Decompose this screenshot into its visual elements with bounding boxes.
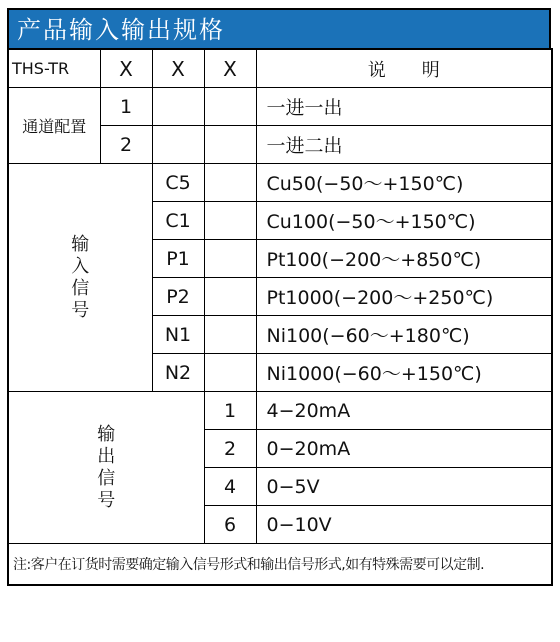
input-label: 输入信号	[71, 233, 90, 321]
input-code: N2	[152, 354, 204, 392]
channel-desc: 一进二出	[256, 126, 552, 164]
channel-desc: 一进一出	[256, 88, 552, 126]
note-row	[8, 544, 552, 586]
empty-cell	[204, 202, 256, 240]
empty-cell	[204, 278, 256, 316]
input-label-cell	[8, 164, 152, 392]
input-desc: Cu50(−50～+150℃)	[256, 164, 552, 202]
empty-cell	[204, 316, 256, 354]
x-header-3: X	[204, 49, 256, 88]
model-header: THS-TR	[8, 49, 100, 88]
input-code: P2	[152, 278, 204, 316]
channel-code: 2	[100, 126, 152, 164]
output-label: 输出信号	[97, 423, 116, 511]
spec-sheet	[7, 8, 551, 634]
output-label-cell	[8, 392, 204, 544]
channel-label: 通道配置	[8, 88, 100, 164]
description-header: 说 明	[256, 49, 552, 88]
empty-cell	[152, 126, 204, 164]
channel-row-1	[8, 88, 552, 126]
spec-title: 产品输入输出规格	[7, 8, 551, 48]
channel-code: 1	[100, 88, 152, 126]
input-code: C1	[152, 202, 204, 240]
output-desc: 0−10V	[256, 506, 552, 544]
empty-cell	[204, 164, 256, 202]
output-desc: 0−5V	[256, 468, 552, 506]
input-desc: Ni100(−60～+180℃)	[256, 316, 552, 354]
header-row	[8, 49, 552, 88]
x-header-2: X	[152, 49, 204, 88]
output-code: 4	[204, 468, 256, 506]
input-row-1	[8, 164, 552, 202]
input-code: C5	[152, 164, 204, 202]
input-desc: Pt1000(−200～+250℃)	[256, 278, 552, 316]
empty-cell	[152, 88, 204, 126]
output-code: 1	[204, 392, 256, 430]
input-code: P1	[152, 240, 204, 278]
output-code: 2	[204, 430, 256, 468]
output-code: 6	[204, 506, 256, 544]
empty-cell	[204, 354, 256, 392]
spec-table	[7, 48, 553, 586]
input-desc: Ni1000(−60～+150℃)	[256, 354, 552, 392]
output-desc: 4−20mA	[256, 392, 552, 430]
input-desc: Cu100(−50～+150℃)	[256, 202, 552, 240]
empty-cell	[204, 240, 256, 278]
output-row-1	[8, 392, 552, 430]
empty-cell	[204, 88, 256, 126]
order-note: 注:客户在订货时需要确定输入信号形式和输出信号形式,如有特殊需要可以定制.	[8, 544, 552, 586]
input-code: N1	[152, 316, 204, 354]
input-desc: Pt100(−200～+850℃)	[256, 240, 552, 278]
x-header-1: X	[100, 49, 152, 88]
output-desc: 0−20mA	[256, 430, 552, 468]
empty-cell	[204, 126, 256, 164]
